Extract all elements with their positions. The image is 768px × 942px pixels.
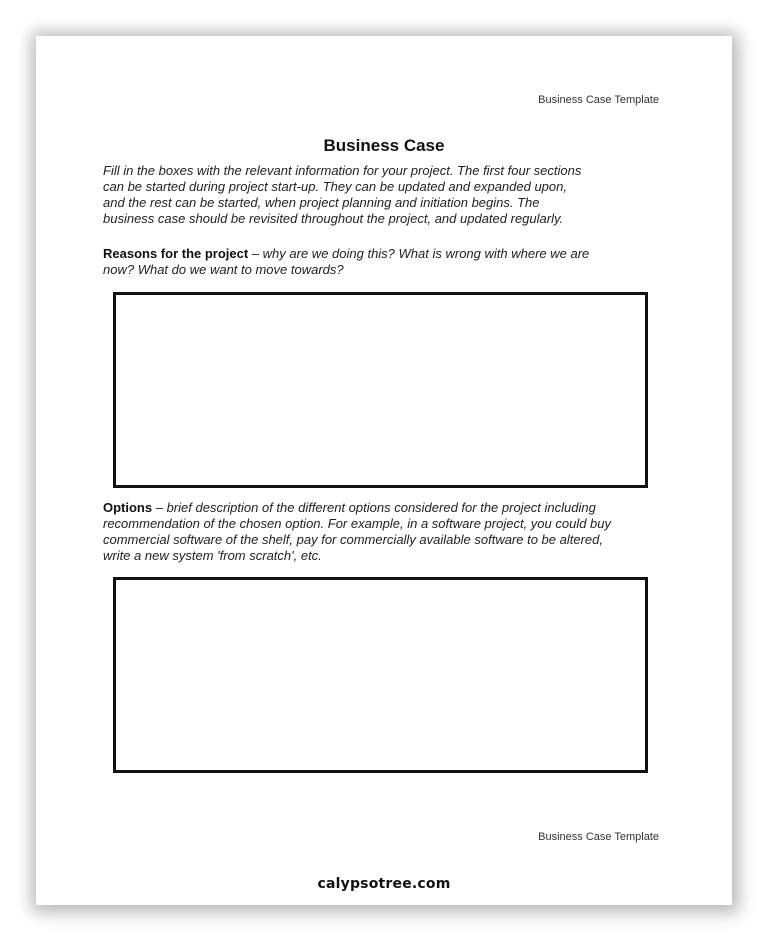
document-page xyxy=(36,36,732,905)
section-description: brief description of the different options considered for the project including xyxy=(166,500,596,515)
reasons-section-prompt xyxy=(103,246,663,278)
running-header: Business Case Template xyxy=(538,94,659,106)
intro-line: business case should be revisited throughout the project, and updated regularly. xyxy=(103,211,564,226)
section-description: recommendation of the chosen option. For example, in a software project, you could buy xyxy=(103,516,612,531)
section-description: now? What do we want to move towards? xyxy=(103,262,344,277)
reasons-input-box[interactable] xyxy=(113,292,648,488)
intro-paragraph xyxy=(103,163,643,227)
intro-line: Fill in the boxes with the relevant information for your project. The first four sections xyxy=(103,163,582,178)
section-separator: – xyxy=(152,500,167,515)
prompt-line xyxy=(103,246,663,262)
running-footer: Business Case Template xyxy=(538,831,659,843)
section-separator: – xyxy=(248,246,263,261)
options-input-box[interactable] xyxy=(113,577,648,773)
section-description: why are we doing this? What is wrong with where we are xyxy=(262,246,590,261)
intro-line: can be started during project start-up. They can be updated and expanded upon, xyxy=(103,179,567,194)
site-watermark: calypsotree.com xyxy=(317,876,451,892)
section-description: commercial software of the shelf, pay for commercially available software to be altered, xyxy=(103,532,603,547)
intro-line: and the rest can be started, when project planning and initiation begins. The xyxy=(103,195,540,210)
page-title: Business Case xyxy=(323,136,445,155)
prompt-line xyxy=(103,500,663,516)
options-section-prompt xyxy=(103,500,663,564)
section-label-reasons: Reasons for the project xyxy=(103,246,249,261)
section-description: write a new system 'from scratch', etc. xyxy=(103,548,322,563)
section-label-options: Options xyxy=(103,500,153,515)
